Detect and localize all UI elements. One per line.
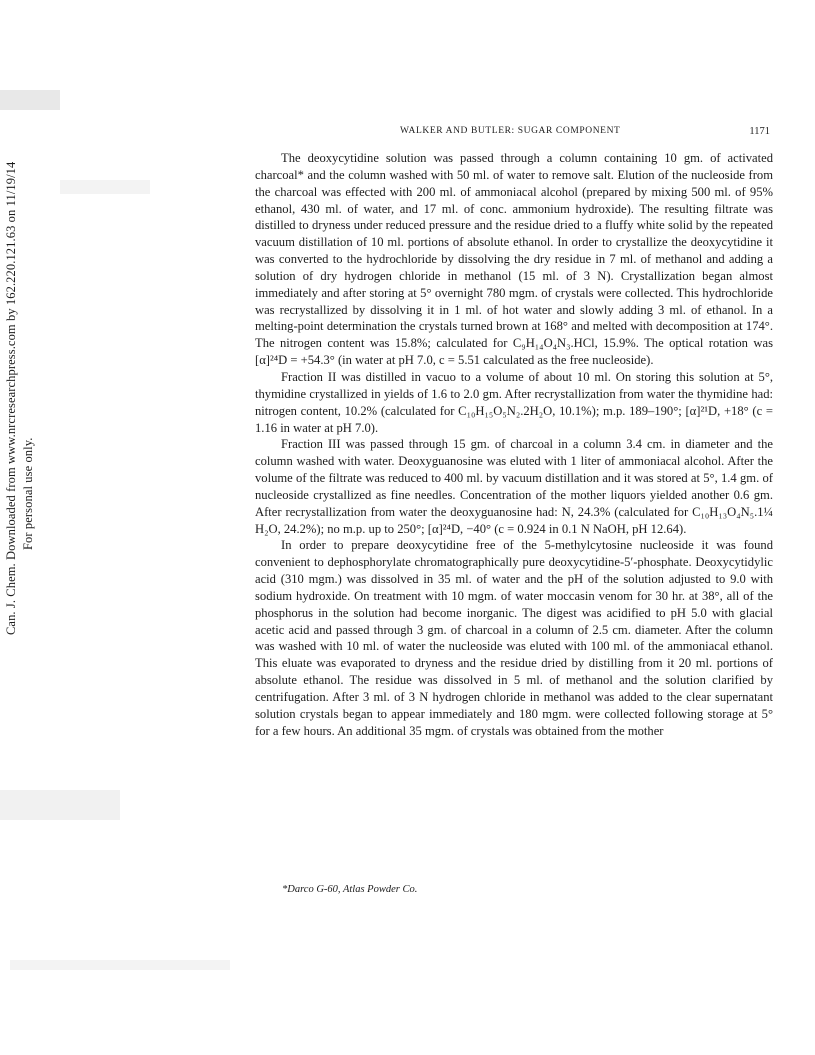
download-notice — [2, 161, 42, 650]
running-head-title: WALKER AND BUTLER: SUGAR COMPONENT — [400, 126, 621, 136]
download-notice-line-1: Can. J. Chem. Downloaded from www.nrcresearchpress.com by 162.220.121.63 on 11/19/14 — [4, 161, 18, 635]
paragraph-fraction-ii: Fraction II was distilled in vacuo to a volume of about 10 ml. On storing this solution at 5°, thymidine crystallized in yields of 1.6 to 2.0 gm. After recrystallization from water the thymidine had: nitrogen content, 10.2% (calculated for C₁₀H₁₅O₅N₂.2H₂O, 10.1%); m.p. 189–190°; [α]²¹D, +18° (c = 1.16 in water at pH 7.0). — [255, 369, 773, 435]
scan-artifact — [0, 90, 60, 110]
scan-artifact — [10, 960, 230, 970]
paragraph-dephosphorylation: In order to prepare deoxycytidine free of the 5-methylcytosine nucleoside it was found convenient to dephosphorylate chromatographically pure deoxycytidine-5′-phosphate. Deoxycytidylic acid (310 mgm.) was dissolved in 35 ml. of water and the pH of the solution adjusted to 9.0 with sodium hydroxide. On treatment with 10 mgm. of water moccasin venom for 30 hr. at 38°, all of the phosphorus in the solution had become inorganic. The digest was acidified to pH 5.0 with glacial acetic acid and passed through 3 gm. of charcoal in a column of 2.5 cm. diameter. After the column was washed with 10 ml. of water the nucleoside was eluted with 100 ml. of the ammoniacal ethanol. This eluate was evaporated to dryness and the residue dried by distilling from it 20 ml. portions of absolute ethanol. The residue was dissolved in 5 ml. of methanol and the solution clarified by centrifugation. After 3 ml. of 3 N hydrogen chloride in methanol was added to the clear supernatant solution crystals began to appear immediately and 180 mgm. were collected following storage at 5° for a few hours. An additional 35 mgm. of crystals was obtained from the mother — [255, 538, 773, 738]
download-notice-line-2: For personal use only. — [21, 437, 35, 550]
scan-artifact — [60, 180, 150, 194]
paragraph-fraction-iii: Fraction III was passed through 15 gm. of charcoal in a column 3.4 cm. in diameter and the column washed with water. Deoxyguanosine was eluted with 1 liter of ammoniacal alcohol. After the volume of the filtrate was reduced to 400 ml. by vacuum distillation and it was stored at 5°, 1.4 gm. of nucleoside crystallized as fine needles. Concentration of the mother liquors yielded another 0.6 gm. After recrystallization from water the deoxyguanosine had: N, 24.3% (calculated for C₁₀H₁₃O₄N₅.1¼ H₂O, 24.2%); no m.p. up to 250°; [α]²⁴D, −40° (c = 0.924 in 0.1 N NaOH, pH 12.64). — [255, 437, 773, 536]
running-head — [270, 126, 770, 140]
body-text — [255, 150, 773, 740]
scan-artifact — [0, 790, 120, 820]
page-number: 1171 — [749, 126, 770, 137]
paragraph-deoxycytidine-solution: The deoxycytidine solution was passed through a column containing 10 gm. of activated charcoal* and the column washed with 50 ml. of water to remove salt. Elution of the nucleoside from the charcoal was effected with 200 ml. of ammoniacal alcohol (prepared by mixing 500 ml. of 95% ethanol, 430 ml. of water, and 17 ml. of conc. ammonium hydroxide). The resulting filtrate was distilled to dryness under reduced pressure and the residue dried to a fluffy white solid by the repeated vacuum distillation of 10 ml. portions of absolute ethanol. In order to crystallize the deoxycytidine it was converted to the hydrochloride by dissolving the dry residue in 7 ml. of methanol and adding a solution of dry hydrogen chloride in methanol (15 ml. of 3 N). Crystallization began almost immediately and after storing at 5° overnight 780 mgm. of crystals were collected. This hydrochloride was recrystallized by dissolving it in 1 ml. of hot water and slowly adding 3 ml. of ethanol. In a melting-point determination the crystals turned brown at 168° and melted with decomposition at 174°. The nitrogen content was 15.8%; calculated for C₉H₁₄O₄N₃.HCl, 15.9%. The optical rotation was [α]²⁴D = +54.3° (in water at pH 7.0, c = 5.51 calculated as the free nucleoside). — [255, 151, 773, 368]
footnote: *Darco G-60, Atlas Powder Co. — [282, 884, 418, 895]
